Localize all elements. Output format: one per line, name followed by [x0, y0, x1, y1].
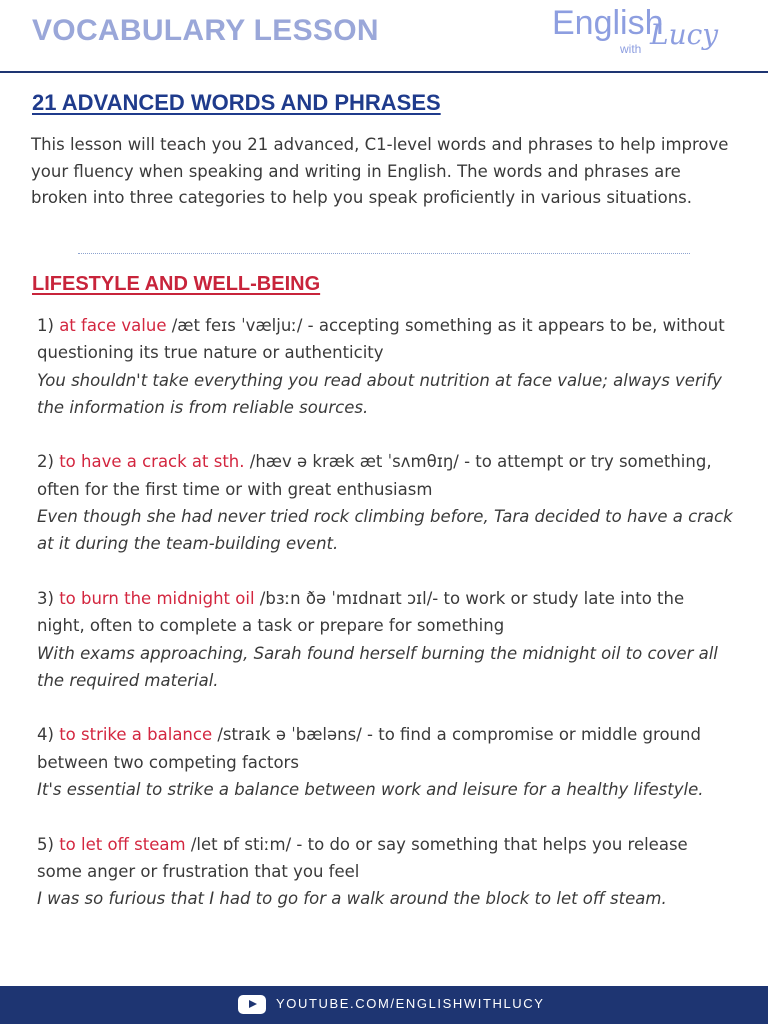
english-with-lucy-logo [552, 4, 738, 66]
entry-definition: /let ɒf stiːm/ - to do or say something that helps you release some anger or frustration that you feel [37, 834, 688, 881]
entry-number: 5) [37, 834, 54, 854]
entry-term: to have a crack at sth. [59, 452, 245, 472]
lesson-title: 21 ADVANCED WORDS AND PHRASES [32, 90, 441, 115]
logo-lucy: Lucy [650, 18, 719, 51]
logo-with: with [620, 42, 642, 56]
header-title: VOCABULARY LESSON [32, 14, 379, 47]
entry-definition: /hæv ə kræk æt ˈsʌmθɪŋ/ - to attempt or try something, often for the first time or with great enthusiasm [37, 452, 712, 499]
page-footer [0, 986, 768, 1024]
entry-number: 4) [37, 725, 54, 745]
lesson-intro: This lesson will teach you 21 advanced, C1-level words and phrases to help improve your fluency when speaking and writing in English. The words and phrases are broken into three categories to help you speak proficiently in various situations. [31, 135, 729, 207]
entry-number: 2) [37, 452, 54, 472]
entry-term: to let off steam [59, 834, 186, 854]
logo-english: English [552, 4, 664, 42]
entry-definition: /straɪk ə ˈbæləns/ - to find a compromise or middle ground between two competing factors [37, 725, 701, 772]
entry-definition: /bɜːn ðə ˈmɪdnaɪt ɔɪl/- to work or study late into the night, often to complete a task or prepare for something [37, 588, 685, 636]
entry-term: to strike a balance [59, 725, 213, 745]
entry-term: at face value [59, 316, 167, 335]
vocab-entry [37, 831, 737, 913]
vocab-entry [37, 312, 737, 421]
entry-example: Even though she had never tried rock climbing before, Tara decided to have a crack at it during the team-building event. [37, 507, 733, 554]
youtube-channel-link[interactable]: YOUTUBE.COM/ENGLISHWITHLUCY [276, 996, 545, 1011]
youtube-icon [238, 995, 266, 1014]
entry-number: 3) [37, 588, 54, 608]
section-title: LIFESTYLE AND WELL-BEING [32, 273, 321, 295]
entry-definition: /æt feɪs ˈvæljuː/ - accepting something as it appears to be, without questioning its true nature or authenticity [37, 316, 725, 363]
vocab-entry [37, 448, 737, 557]
entry-example: You shouldn't take everything you read about nutrition at face value; always verify the information is from reliable sources. [37, 370, 722, 417]
entry-example: I was so furious that I had to go for a walk around the block to let off steam. [37, 889, 667, 909]
vocab-entry [37, 585, 737, 694]
entry-example: It's essential to strike a balance between work and leisure for a healthy lifestyle. [37, 780, 704, 800]
vocab-entry [37, 721, 737, 803]
header-divider [0, 71, 768, 73]
page-header [0, 0, 768, 72]
dotted-divider [78, 253, 690, 254]
entry-term: to burn the midnight oil [59, 588, 255, 608]
entry-number: 1) [37, 316, 54, 335]
entry-example: With exams approaching, Sarah found herself burning the midnight oil to cover all the required material. [37, 643, 718, 690]
vocabulary-list [37, 312, 737, 940]
